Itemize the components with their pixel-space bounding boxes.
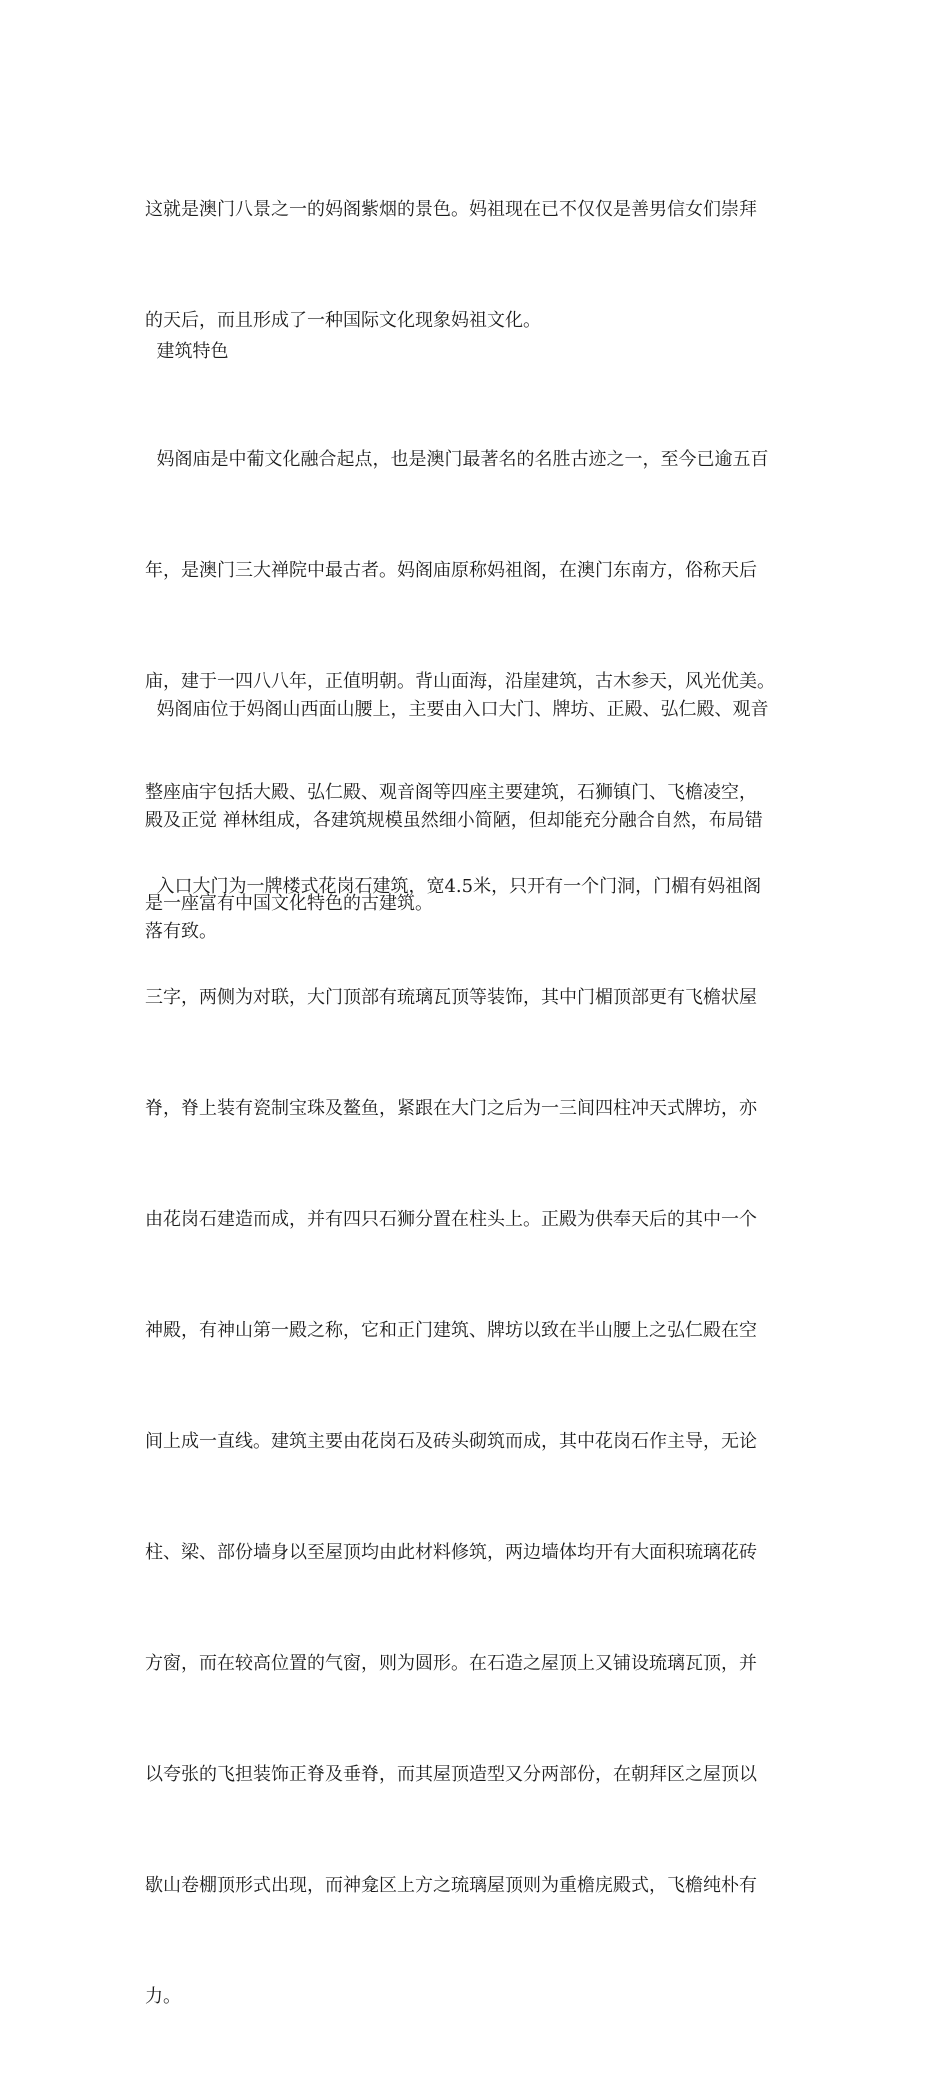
text-line: 方窗，而在较高位置的气窗，则为圆形。在石造之屋顶上又铺设琉璃瓦顶，并 <box>145 1653 757 1674</box>
section-heading-text: 建筑特色 <box>145 341 229 362</box>
text-line: 力。 <box>145 1986 181 2007</box>
text-line: 由花岗石建造而成，并有四只石狮分置在柱头上。正殿为供奉天后的其中一个 <box>145 1209 757 1230</box>
text-line: 妈阁庙位于妈阁山西面山腰上，主要由入口大门、牌坊、正殿、弘仁殿、观音 <box>145 699 769 720</box>
text-line: 的天后，而且形成了一种国际文化现象妈祖文化。 <box>145 310 541 331</box>
text-line: 殿及正觉 禅林组成，各建筑规模虽然细小简陋，但却能充分融合自然，布局错 <box>145 810 763 831</box>
text-line: 脊，脊上装有瓷制宝珠及鳌鱼，紧跟在大门之后为一三间四柱冲天式牌坊，亦 <box>145 1098 757 1119</box>
text-line: 歇山卷棚顶形式出现，而神龛区上方之琉璃屋顶则为重檐庑殿式，飞檐纯朴有 <box>145 1875 757 1896</box>
text-line: 三字，两侧为对联，大门顶部有琉璃瓦顶等装饰，其中门楣顶部更有飞檐状屋 <box>145 987 757 1008</box>
text-line: 整座庙宇包括大殿、弘仁殿、观音阁等四座主要建筑，石狮镇门、飞檐凌空， <box>145 782 757 803</box>
text-line: 落有致。 <box>145 921 217 942</box>
text-line: 年，是澳门三大禅院中最古者。妈阁庙原称妈祖阁，在澳门东南方，俗称天后 <box>145 560 757 581</box>
text-line: 间上成一直线。建筑主要由花岗石及砖头砌筑而成，其中花岗石作主导，无论 <box>145 1431 757 1452</box>
text-line: 神殿，有神山第一殿之称，它和正门建筑、牌坊以致在半山腰上之弘仁殿在空 <box>145 1320 757 1341</box>
text-line: 是一座富有中国文化特色的古建筑。 <box>145 893 433 914</box>
text-line: 柱、梁、部份墙身以至屋顶均由此材料修筑，两边墙体均开有大面积琉璃花砖 <box>145 1542 757 1563</box>
text-line: 入口大门为一牌楼式花岗石建筑，宽4.5米，只开有一个门洞，门楣有妈祖阁 <box>145 876 762 897</box>
text-line: 这就是澳门八景之一的妈阁紫烟的景色。妈祖现在已不仅仅是善男信女们崇拜 <box>145 199 757 220</box>
text-line: 妈阁庙是中葡文化融合起点，也是澳门最著名的名胜古迹之一，至今已逾五百 <box>145 449 769 470</box>
paragraph-architecture <box>145 794 813 2089</box>
text-line: 庙，建于一四八八年，正值明朝。背山面海，沿崖建筑，古木参天，风光优美。 <box>145 671 775 692</box>
text-line: 以夸张的飞担装饰正脊及垂脊，而其屋顶造型又分两部份，在朝拜区之屋顶以 <box>145 1764 757 1785</box>
